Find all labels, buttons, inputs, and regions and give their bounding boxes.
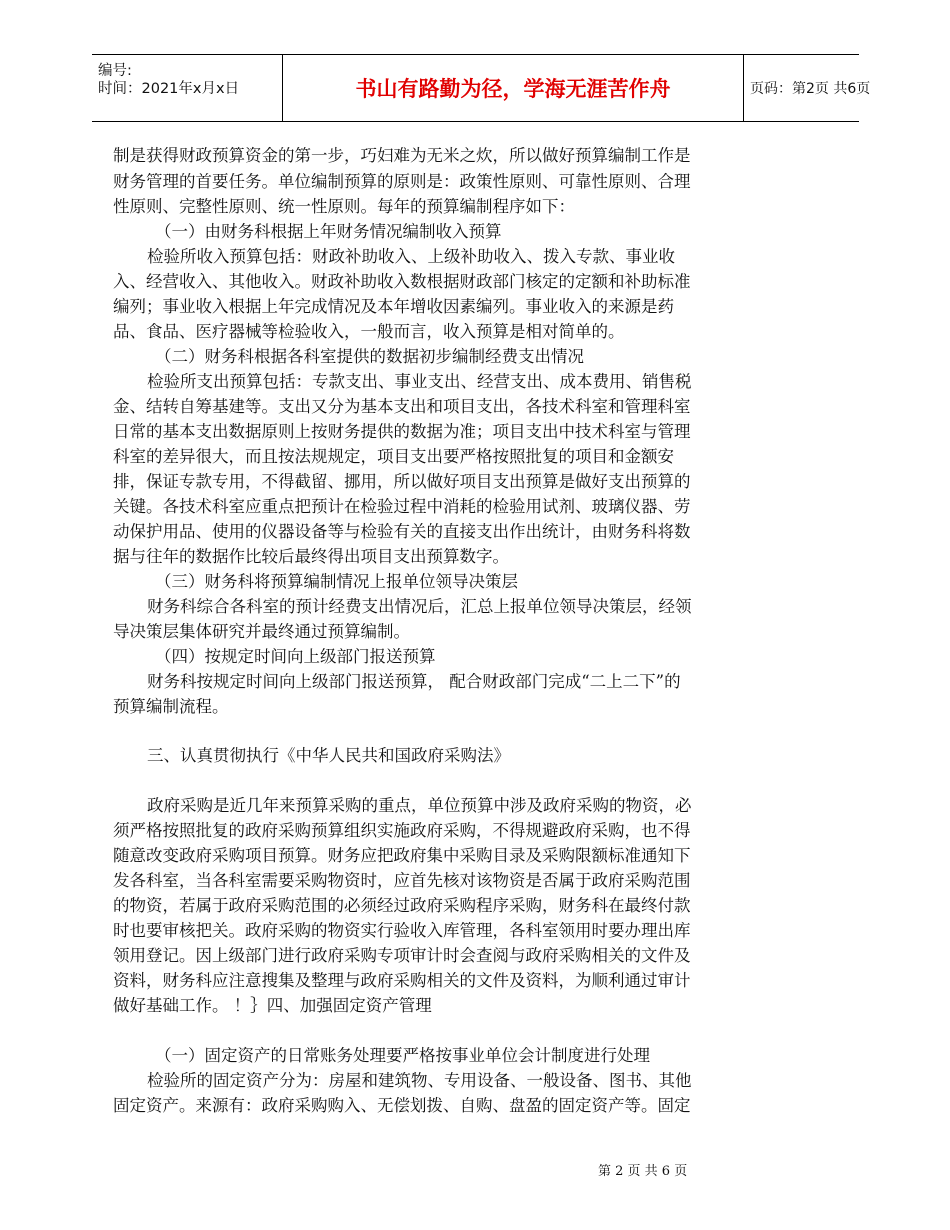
text-line: 编列；事业收入根据上年完成情况及本年增收因素编列。事业收入的来源是药 (113, 297, 674, 316)
text-line: 的物资，若属于政府采购范围的必须经过政府采购程序采购，财务科在最终付款 (113, 896, 691, 915)
text-line: 检验所收入预算包括：财政补助收入、上级补助收入、拨入专款、事业收 (147, 247, 675, 266)
text-line: 检验所支出预算包括：专款支出、事业支出、经营支出、成本费用、销售税 (147, 372, 692, 391)
header-page-cell (742, 55, 871, 121)
text-line: 入、经营收入、其他收入。财政补助收入数根据财政部门核定的定额和补助标准 (113, 272, 691, 291)
text-line: 领用登记。因上级部门进行政府采购专项审计时会查阅与政府采购相关的文件及 (113, 946, 691, 965)
document-number-label: 编号: (98, 63, 132, 79)
document-date: 时间：2021年x月x日 (98, 81, 240, 97)
text-line: 品、食品、医疗器械等检验收入，一般而言，收入预算是相对简单的。 (113, 322, 625, 341)
text-line: 预算编制流程。 (113, 697, 229, 716)
text-line: 财务管理的首要任务。单位编制预算的原则是：政策性原则、可靠性原则、合理 (113, 172, 691, 191)
text-line: 日常的基本支出数据原则上按财务提供的数据为准；项目支出中技术科室与管理 (113, 422, 691, 441)
text-line: 动保护用品、使用的仪器设备等与检验有关的直接支出作出统计，由财务科将数 (113, 522, 691, 541)
text-line: 须严格按照批复的政府采购预算组织实施政府采购，不得规避政府采购，也不得 (113, 821, 691, 840)
text-line: 科室的差异很大，而且按法规规定，项目支出要严格按照批复的项目和金额安 (113, 447, 674, 466)
header-page-code: 页码：第2页 共6页 (750, 81, 871, 97)
text-line: 时也要审核把关。政府采购的物资实行验收入库管理，各科室领用时要办理出库 (113, 921, 691, 940)
header-motto: 书山有路勤为径，学海无涯苦作舟 (355, 77, 671, 101)
text-line: 固定资产。来源有：政府采购购入、无偿划拨、自购、盘盈的固定资产等。固定 (113, 1096, 691, 1115)
text-line: 性原则、完整性原则、统一性原则。每年的预算编制程序如下： (113, 197, 575, 216)
text-line: 导决策层集体研究并最终通过预算编制。 (113, 622, 410, 641)
section-heading: （四）按规定时间向上级部门报送预算 (155, 647, 436, 666)
text-line: 资料，财务科应注意搜集及整理与政府采购相关的文件及资料，为顺利通过审计 (113, 971, 691, 990)
text-line: 随意改变政府采购项目预算。财务应把政府集中采购目录及采购限额标准通知下 (113, 846, 691, 865)
text-line: 发各科室，当各科室需要采购物资时，应首先核对该物资是否属于政府采购范围 (113, 871, 691, 890)
text-line: 做好基础工作。 ！｝四、加强固定资产管理 (113, 996, 432, 1015)
section-heading: （二）财务科根据各科室提供的数据初步编制经费支出情况 (155, 347, 584, 366)
text-line: 财务科综合各科室的预计经费支出情况后，汇总上报单位领导决策层，经领 (147, 597, 692, 616)
header-meta (92, 55, 282, 121)
text-line: 据与往年的数据作比较后最终得出项目支出预算数字。 (113, 547, 509, 566)
text-line: 关键。各技术科室应重点把预计在检验过程中消耗的检验用试剂、玻璃仪器、劳 (113, 497, 691, 516)
text-line: 财务科按规定时间向上级部门报送预算， 配合财政部门完成“二上二下”的 (147, 672, 681, 691)
text-line: 检验所的固定资产分为：房屋和建筑物、专用设备、一般设备、图书、其他 (147, 1071, 692, 1090)
page-footer: 第 2 页 共 6 页 (598, 1164, 688, 1179)
section-heading: （一）固定资产的日常账务处理要严格按事业单位会计制度进行处理 (155, 1046, 650, 1065)
header-motto-cell (282, 55, 744, 121)
text-line: 排，保证专款专用，不得截留、挪用，所以做好项目支出预算是做好支出预算的 (113, 472, 691, 491)
text-line: 政府采购是近几年来预算采购的重点，单位预算中涉及政府采购的物资，必 (147, 796, 692, 815)
page-header (92, 54, 871, 122)
section-heading: （三）财务科将预算编制情况上报单位领导决策层 (155, 572, 518, 591)
chapter-heading: 三、认真贯彻执行《中华人民共和国政府采购法》 (147, 746, 510, 765)
section-heading: （一）由财务科根据上年财务情况编制收入预算 (155, 222, 502, 241)
text-line: 金、结转自筹基建等。支出又分为基本支出和项目支出，各技术科室和管理科室 (113, 397, 691, 416)
text-line: 制是获得财政预算资金的第一步，巧妇难为无米之炊，所以做好预算编制工作是 (113, 146, 691, 165)
